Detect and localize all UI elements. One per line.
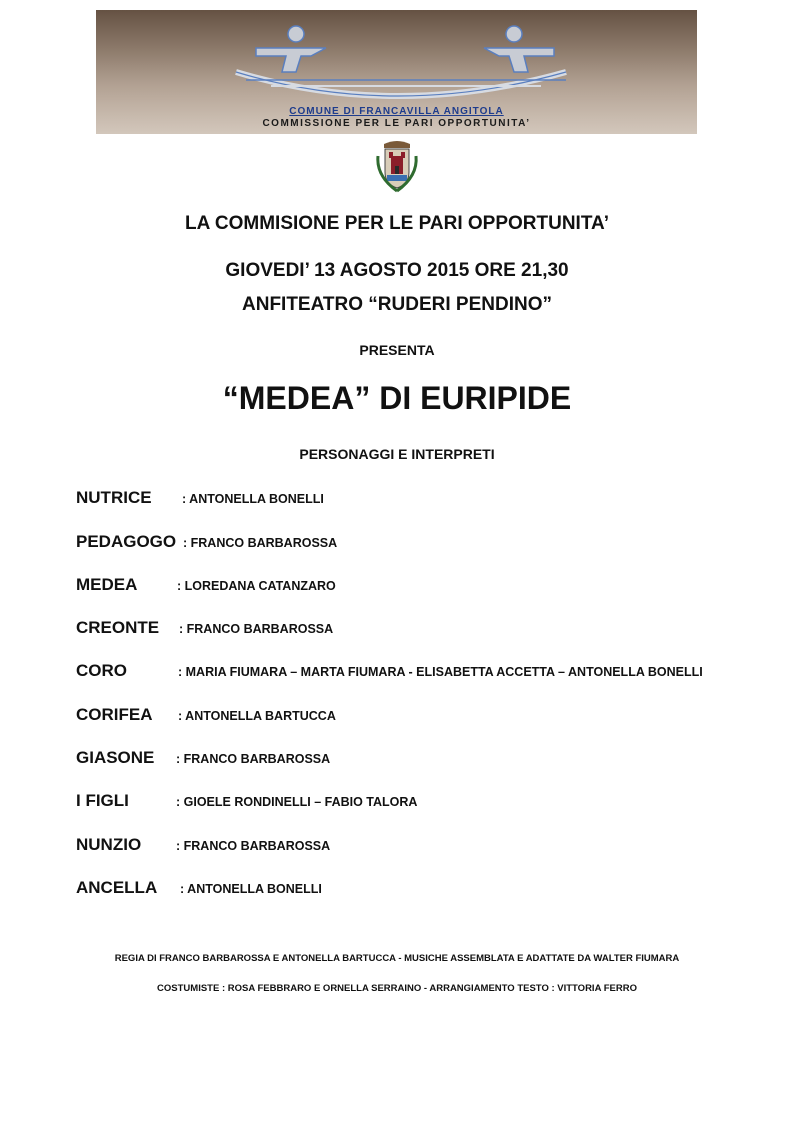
actor-name: : FRANCO BARBAROSSA <box>176 839 331 853</box>
event-venue: ANFITEATRO “RUDERI PENDINO” <box>242 294 552 315</box>
role-name: CORO <box>76 661 127 680</box>
page-heading: LA COMMISIONE PER LE PARI OPPORTUNITA’ <box>184 213 609 234</box>
actor-name: : GIOELE RONDINELLI – FABIO TALORA <box>176 795 418 809</box>
cast-heading: PERSONAGGI E INTERPRETI <box>299 446 495 462</box>
header-banner <box>96 10 697 134</box>
actor-name: : MARIA FIUMARA – MARTA FIUMARA - ELISABETTA ACCETTA – ANTONELLA BONELLI <box>178 665 703 679</box>
actor-name: : FRANCO BARBAROSSA <box>176 752 331 766</box>
actor-name: : ANTONELLA BARTUCCA <box>178 709 336 723</box>
role-name: NUNZIO <box>76 835 142 854</box>
role-name: I FIGLI <box>76 791 129 810</box>
actor-name: : FRANCO BARBAROSSA <box>179 622 334 636</box>
banner-commission: COMMISSIONE PER LE PARI OPPORTUNITA’ <box>262 118 531 129</box>
credits-direction: REGIA DI FRANCO BARBAROSSA E ANTONELLA BARTUCCA - MUSICHE ASSEMBLATA E ADATTATE DA WALTER FIUMARA <box>114 953 680 964</box>
role-name: GIASONE <box>76 748 155 767</box>
actor-name: : ANTONELLA BONELLI <box>180 882 322 896</box>
credits-costumes: COSTUMISTE : ROSA FEBBRARO E ORNELLA SERRAINO - ARRANGIAMENTO TESTO : VITTORIA FERRO <box>157 983 637 994</box>
play-title: “MEDEA” DI EURIPIDE <box>222 380 572 416</box>
role-name: CREONTE <box>76 618 160 637</box>
actor-name: : FRANCO BARBAROSSA <box>183 536 338 550</box>
banner-municipality: COMUNE DI FRANCAVILLA ANGITOLA <box>289 106 504 117</box>
role-name: CORIFEA <box>76 705 153 724</box>
event-date: GIOVEDI’ 13 AGOSTO 2015 ORE 21,30 <box>225 260 569 281</box>
role-name: MEDEA <box>76 575 138 594</box>
role-name: NUTRICE <box>76 488 152 507</box>
role-name: ANCELLA <box>76 878 158 897</box>
role-name: PEDAGOGO <box>76 532 177 551</box>
presenta-label: PRESENTA <box>359 342 435 358</box>
coat-of-arms-icon <box>372 136 422 194</box>
actor-name: : LOREDANA CATANZARO <box>177 579 336 593</box>
actor-name: : ANTONELLA BONELLI <box>182 492 324 506</box>
